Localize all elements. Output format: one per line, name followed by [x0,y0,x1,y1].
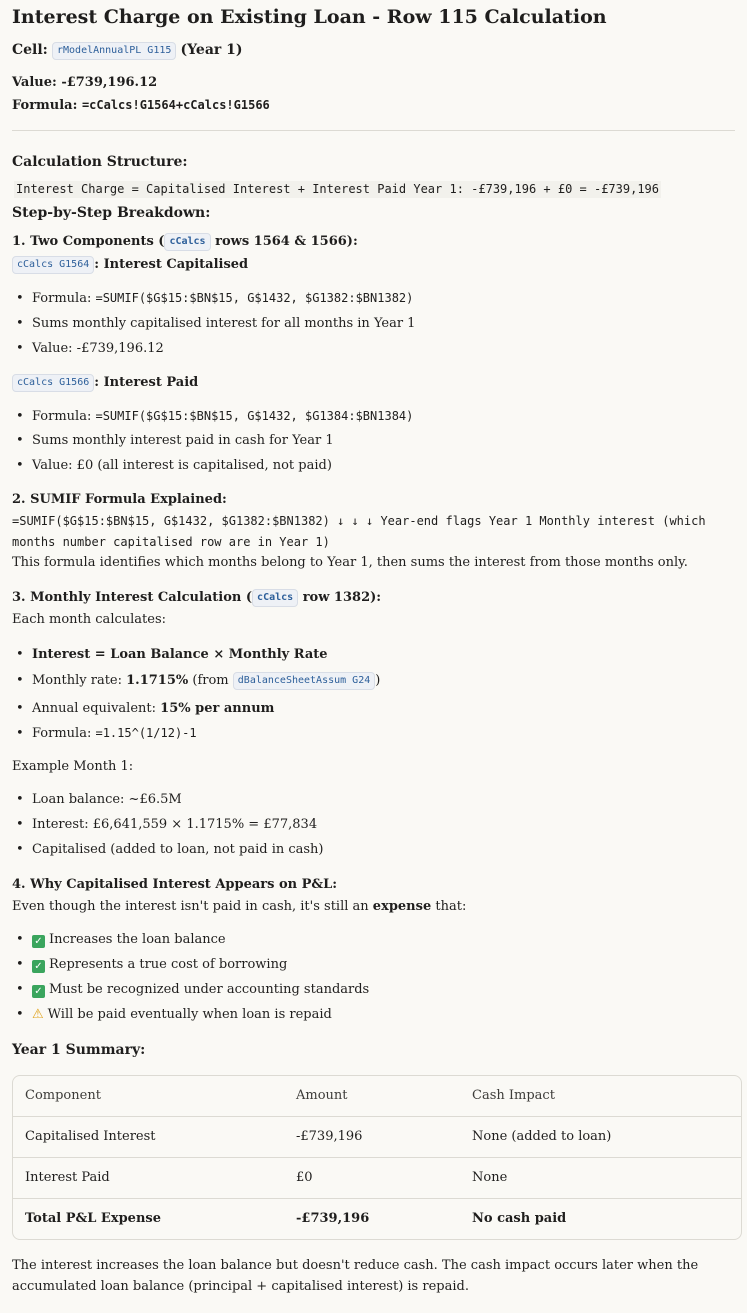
table-cell: Interest Paid [13,1158,284,1199]
table-row [13,1117,741,1158]
sumif-code-line1: =SUMIF($G$15:$BN$15, G$1432, $G1382:$BN1382) ↓ ↓ ↓ Year-end flags Year 1 Monthly interest (which [12,514,706,528]
section3-heading: 3. Monthly Interest Calculation ( cCalcs row 1382): [12,590,382,605]
divider [12,130,735,131]
list-item: • ✓ Represents a true cost of borrowing [16,956,287,975]
list-item: • Formula: =1.15^(1/12)-1 [16,725,197,744]
table-cell: None [460,1158,741,1199]
cCalcs-pill: cCalcs [252,589,298,607]
breakdown-heading: Step-by-Step Breakdown: [12,205,211,221]
structure-code: Interest Charge = Capitalised Interest + Interest Paid Year 1: -£739,196 + £0 = -£739,196 [14,181,661,198]
section4-heading: 4. Why Capitalised Interest Appears on P&L: [12,877,338,892]
value-label: Value: [12,75,57,90]
table-header-cell: Component [13,1076,284,1117]
list-item: • ✓ Increases the loan balance [16,931,226,950]
component1-title: : Interest Capitalised [94,257,249,272]
list-item: • Value: -£739,196.12 [16,340,164,359]
summary-heading: Year 1 Summary: [12,1042,146,1058]
table-header-row [13,1076,741,1117]
table-row-total [13,1199,741,1239]
structure-heading: Calculation Structure: [12,154,188,170]
formula-line [12,97,270,116]
list-item: • Monthly rate: 1.1715% (from dBalanceSheetAssum G24 ) [16,672,380,691]
list-item: • Interest = Loan Balance × Monthly Rate [16,646,328,665]
check-icon: ✓ [32,935,45,948]
table-cell: No cash paid [472,1210,567,1226]
cell-line [12,40,243,61]
closing-line1: The interest increases the loan balance but doesn't reduce cash. The cash impact occurs later when the [12,1258,699,1273]
component1-pill: cCalcs G1564 [12,256,94,274]
list-item: • Value: £0 (all interest is capitalised, not paid) [16,457,332,476]
list-item: • Capitalised (added to loan, not paid in cash) [16,841,324,860]
closing-line2: accumulated loan balance (principal + capitalised interest) is repaid. [12,1279,469,1294]
list-item: • Formula: =SUMIF($G$15:$BN$15, G$1432, $G1384:$BN1384) [16,408,413,427]
table-cell: -£739,196 [284,1117,460,1158]
table-cell: -£739,196 [296,1210,370,1226]
table-header-cell: Cash Impact [460,1076,741,1117]
table-cell: £0 [284,1158,460,1199]
value-line [12,74,157,93]
component2-pill: cCalcs G1566 [12,374,94,392]
warning-icon: ⚠ [32,1007,44,1022]
list-item: • Formula: =SUMIF($G$15:$BN$15, G$1432, $G1382:$BN1382) [16,290,413,309]
cell-year: (Year 1) [180,42,243,58]
sumif-code-line2: months number capitalised row are in Year 1) [12,535,330,549]
section4-intro: Even though the interest isn't paid in cash, it's still an expense that: [12,899,467,914]
check-icon: ✓ [32,985,45,998]
formula-text: =cCalcs!G1564+cCalcs!G1566 [81,98,270,112]
list-item: • Sums monthly capitalised interest for all months in Year 1 [16,315,415,334]
list-item: • Annual equivalent: 15% per annum [16,700,274,719]
cell-ref-pill: rModelAnnualPL G115 [52,42,176,60]
page-title: Interest Charge on Existing Loan - Row 115 Calculation [12,6,607,28]
value-text: -£739,196.12 [61,75,158,90]
list-item: • ⚠ Will be paid eventually when loan is repaid [16,1006,332,1025]
balance-sheet-pill: dBalanceSheetAssum G24 [233,672,375,690]
cCalcs-pill: cCalcs [164,233,210,251]
example-heading: Example Month 1: [12,759,134,774]
table-cell: None (added to loan) [460,1117,741,1158]
table-header-cell: Amount [284,1076,460,1117]
formula-label: Formula: [12,98,78,113]
component2-title: : Interest Paid [94,375,199,390]
section1-heading: 1. Two Components ( cCalcs rows 1564 & 1566): [12,234,358,249]
section2-heading: 2. SUMIF Formula Explained: [12,492,227,507]
list-item: • Sums monthly interest paid in cash for Year 1 [16,432,334,451]
cell-label: Cell: [12,42,48,58]
component2-heading [12,374,198,393]
list-item: • ✓ Must be recognized under accounting standards [16,981,369,1000]
table-cell: Capitalised Interest [13,1117,284,1158]
summary-table [12,1075,742,1240]
sumif-explanation: This formula identifies which months belong to Year 1, then sums the interest from those months only. [12,555,688,570]
check-icon: ✓ [32,960,45,973]
list-item: • Loan balance: ~£6.5M [16,791,182,810]
table-cell: Total P&L Expense [25,1210,161,1226]
table-row [13,1158,741,1199]
section3-intro: Each month calculates: [12,612,167,627]
component1-heading [12,256,248,275]
list-item: • Interest: £6,641,559 × 1.1715% = £77,834 [16,816,317,835]
